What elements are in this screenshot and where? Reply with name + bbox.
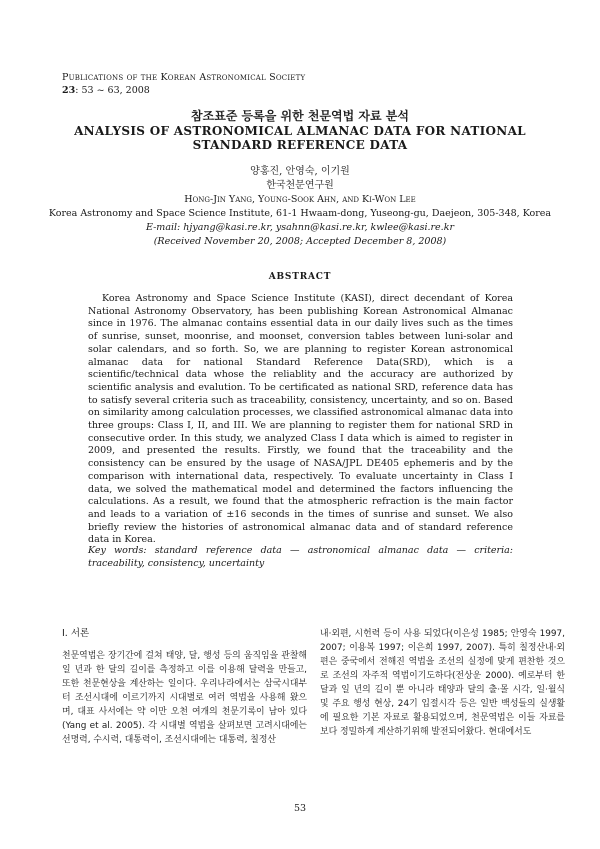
authors-korean: 양홍진, 안영숙, 이기원 [250, 166, 350, 177]
authors-english: Hong-Jin Yang, Young-Sook Ahn, and Ki-Won Lee [184, 194, 416, 205]
keywords-label: Key words: [88, 545, 147, 556]
affiliation: Korea Astronomy and Space Science Institute, 61-1 Hwaam-dong, Yuseong-gu, Daejeon, 305-348, Korea [48, 208, 552, 219]
body-text-right: 내·외편, 시헌력 등이 사용 되었다(이은성 1985; 안영숙 1997, 2007; 이용복 1997; 이은희 1997, 2007). 특히 칠정산내·외편은 중국에서 전해진 역법을 조선의 실정에 맞게 편찬한 것으로 조선의 자주적 역법이기도하다(전상운 2000). 예로부터 한 달과 일 년의 길이 뿐 아니라 태양과 달의 출·몰 시각, 일·월식 및 주요 행성 현상, 24기 입절시각 등은 일반 백성들의 실생활에 필요한 기본 자료로 활용되었으며, 천문역법은 이들 자료를 보다 정밀하게 계산하기위해 발전되어왔다. 현대에서도 [320, 629, 565, 737]
page-number: 53 [293, 803, 307, 814]
title-block [0, 108, 600, 152]
authors-block [0, 165, 600, 249]
section-heading: I. 서론 [62, 628, 90, 639]
journal-volume-line [62, 84, 305, 97]
email-line: E-mail: hjyang@kasi.re.kr, ysahnn@kasi.re.kr, kwlee@kasi.re.kr [145, 222, 454, 233]
title-english-line1: ANALYSIS OF ASTRONOMICAL ALMANAC DATA FOR NATIONAL [74, 124, 526, 138]
journal-pages-year: : 53 ~ 63, 2008 [75, 85, 150, 96]
affiliation-korean: 한국천문연구원 [266, 180, 334, 191]
abstract-text: Korea Astronomy and Space Science Institute (KASI), direct decendant of Korea National Astronomy Observatory, has been publishing Korean Astronomical Almanac since in 1976. The almanac contains essential data in our daily lives such as the times of sunrise, sunset, moonrise, and moonset, conversion tables between luni-solar and solar calendars, and so forth. So, we are planning to register Korean astronomical almanac data for national Standard Reference Data(SRD), which is a scientific/technical data whose the reliablity and the accuracy are authorized by scientific analysis and evalution. To be certificated as national SRD, reference data has to satisfy several criteria such as traceability, consistency, uncertainty, and so on. Based on similarity among calculation processes, we classified astronomical almanac data into three groups: Class I, II, and III. We are planning to register them for national SRD in consecutive order. In this study, we analyzed Class I data which is aimed to register in 2009, and presented the results. Firstly, we found that the traceability and the consistency can be ensured by the usage of NASA/JPL DE405 ephemeris and by the comparison with international data, respectively. To evaluate uncertainty in Class I data, we solved the mathematical model and determined the factors influencing the calculations. As a result, we found that the atmospheric refraction is the main factor and leads to a variation of ±16 seconds in the times of sunrise and sunset. We also briefly review the histories of astronomical almanac data and of standard reference data in Korea. [88, 293, 513, 546]
keywords-text: standard reference data — astronomical almanac data — criteria: traceability, consistency, uncertainty [88, 545, 513, 569]
abstract-heading: ABSTRACT [268, 272, 332, 282]
keywords [88, 545, 513, 570]
journal-header [62, 71, 305, 97]
title-english-line2: STANDARD REFERENCE DATA [192, 138, 408, 152]
received-dates: (Received November 20, 2008; Accepted December 8, 2008) [153, 236, 447, 247]
title-korean: 참조표준 등록을 위한 천문역법 자료 분석 [191, 109, 409, 123]
journal-name: Publications of the Korean Astronomical Society [62, 72, 306, 83]
journal-volume: 23 [62, 85, 76, 96]
column-right [320, 627, 565, 739]
column-left [62, 627, 307, 747]
body-text-left: 천문역법은 장기간에 걸쳐 태양, 달, 행성 등의 움직임을 관찰해 일 년과 한 달의 길이를 측정하고 이를 이용해 달력을 만들고, 또한 천문현상을 계산하는 일이다. 우리나라에서는 삼국시대부터 조선시대에 이르기까지 시대별로 여러 역법을 사용해 왔으며, 대표 사서에는 약 이만 오천 여개의 천문기록이 남아 있다(Yang et al. 2005). 각 시대별 역법을 살펴보면 고려시대에는 선명력, 수시력, 대통력이, 조선시대에는 대통력, 칠정산 [62, 651, 307, 745]
